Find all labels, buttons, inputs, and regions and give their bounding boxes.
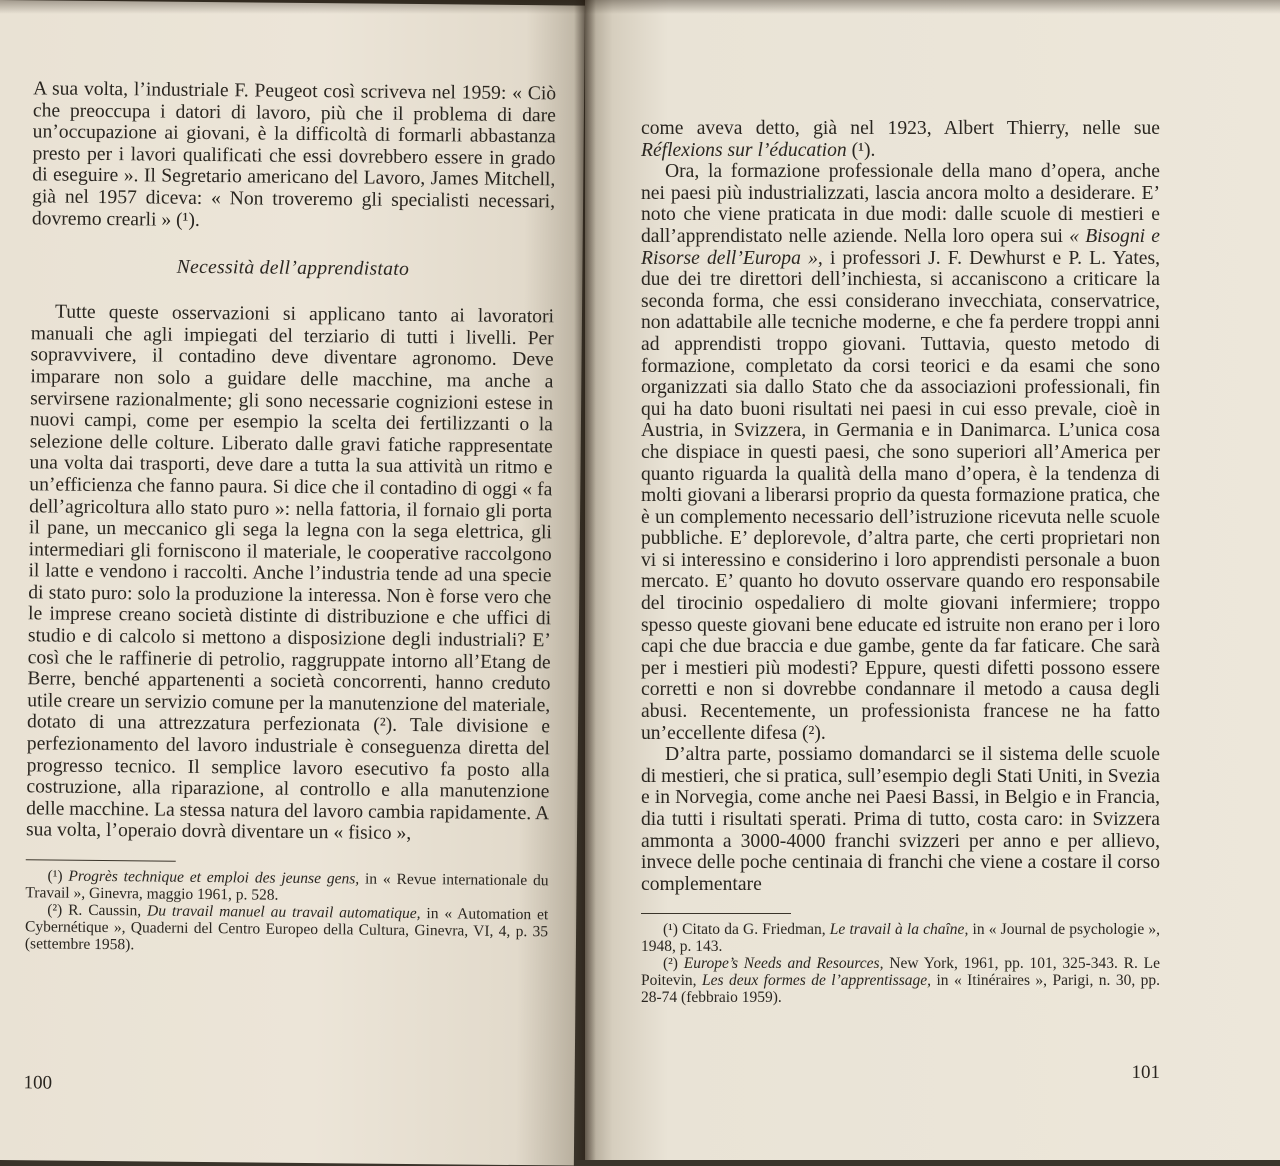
top-shadow [0, 0, 1280, 14]
footnote-2: (²) Europe’s Needs and Resources, New York, 1961, pp. 101, 325-343. R. Le Poitevin, Les deux formes de l’apprentissage, in « Itinéraires », Parigi, n. 30, pp. 28-74 (febbraio 1959). [641, 955, 1161, 1007]
main-paragraph: Tutte queste osservazioni si applicano tanto ai lavoratori manuali che agli impiegati del terziario di tutti i livelli. Per sopravvivere, il contadino deve diventare agronomo. Deve imparare non solo a guidare delle macchine, ma anche a servirsene razionalmente; gli sono necessarie cognizioni estese in nuovi campi, come per esempio la scelta dei fertilizzanti o la selezione delle colture. Liberato dalle gravi fatiche rappresentate una volta dai trasporti, deve dare a tutta la sua attività un ritmo e un’efficienza che fanno paura. Si dice che il contadino di oggi « fa dell’agricoltura allo stato puro »: nella fattoria, il fornaio gli porta il pane, un meccanico gli sega la legna con la sega elettrica, gli intermediari gli forniscono il materiale, le cooperative raccolgono il latte e vendono i raccolti. Anche l’industria tende ad una specie di stato puro: solo la produzione la interessa. Non è forse vero che le imprese creano società distinte di distribuzione e che uffici di studio e di calcolo si mettono a disposizione degli industriali? E’ così che le raffinerie di petrolio, raggruppate intorno all’Etang de Berre, benché appartenenti a società concorrenti, hanno creduto utile creare un servizio comune per la manutenzione del materiale, dotato di una attrezzatura perfezionata (²). Tale divisione e perfezionamento del lavoro industriale è conseguenza diretta del progresso tecnico. Il semplice lavoro esecutivo fa posto alla costruzione, alla riparazione, al controllo e alla manutenzione delle macchine. La stessa natura del lavoro cambia rapidamente. A sua volta, l’operaio dovrà diventare un « fisico », [25, 301, 555, 845]
footnote-2: (²) R. Caussin, Du travail manuel au travail automatique, in « Automation et Cybernétique », Quaderni del Centro Europeo della Cultura, Ginevra, VI, 4, p. 35 (settembre 1958). [24, 901, 549, 954]
page-number-right: 101 [1131, 1062, 1160, 1083]
continuation-paragraph: come aveva detto, già nel 1923, Albert Thierry, nelle sue Réflexions sur l’éducation (¹). [641, 118, 1160, 161]
schools-paragraph: D’altra parte, possiamo domandarci se il sistema delle scuole di mestieri, che si pratica, sull’esempio degli Stati Uniti, in Svezia e in Norvegia, come anche nei Paesi Bassi, in Belgio e in Francia, dia tutti i risultati sperati. Prima di tutto, costa caro: in Svizzera ammonta a 3000-4000 franchi svizzeri per anno e per allievo, invece delle poche centinaia di franchi che viene a costare il corso complementare [641, 744, 1160, 895]
right-page [585, 0, 1280, 1160]
book-gutter [574, 0, 596, 1160]
footnote-1: (¹) Progrès technique et emploi des jeunse gens, in « Revue internationale du Travail », Ginevra, maggio 1961, p. 528. [25, 867, 549, 904]
section-heading: Necessità dell’apprendistato [176, 256, 410, 281]
intro-paragraph: A sua volta, l’industriale F. Peugeot così scriveva nel 1959: « Ciò che preoccupa i datori di lavoro, più che il problema di dare un’occupazione ai giovani, è la difficoltà di formarli abbastanza presto per i lavori qualificati che essi dovrebbero essere in grado di eseguire ». Il Segretario americano del Lavoro, James Mitchell, già nel 1957 diceva: « Non troveremo gli specialisti necessari, dovremo crearli » (¹). [31, 78, 557, 231]
left-page [0, 0, 585, 1166]
right-footnotes [641, 913, 1160, 1006]
page-number-left: 100 [23, 1072, 53, 1094]
left-footnotes [25, 859, 549, 957]
footnote-1: (¹) Citato da G. Friedman, Le travail à la chaîne, in « Journal de psychologie », 1948, p. 143. [641, 921, 1161, 956]
formation-paragraph: Ora, la formazione professionale della mano d’opera, anche nei paesi più industrializzati, lascia ancora molto a desiderare. E’ noto che viene praticata in due modi: dalle scuole di mestieri e dall’apprendistato nelle aziende. Nella loro opera sui « Bisogni e Risorse dell’Europa », i professori J. F. Dewhurst e P. L. Yates, due dei tre direttori dell’inchiesta, si accaniscono a criticare la seconda forma, che essi considerano invecchiata, conservatrice, non adattabile alle tecniche moderne, e che fa perdere troppi anni ad apprendisti troppo giovani. Tuttavia, questo metodo di formazione, completato da corsi teorici e da esami che sono organizzati sia dallo Stato che da associazioni professionali, fin qui ha dato buoni risultati nei paesi in cui esso prevale, cioè in Austria, in Svizzera, in Germania e in Danimarca. L’unica cosa che dispiace in questi paesi, che sono superiori all’America per quanto riguarda la qualità della mano d’opera, è la tendenza di molti giovani a liberarsi proprio da questa formazione pratica, che è un complemento necessario dell’istruzione ricevuta nelle scuole pubbliche. E’ deplorevole, d’altra parte, che certi proprietari non vi si interessino e considerino i loro apprendisti personale a buon mercato. E’ quanto ho dovuto osservare quando ero responsabile del tirocinio ospedaliero di molte giovani infermiere; troppo spesso queste giovani bene educate ed istruite non erano per i loro capi che due braccia e due gambe, gente da far faticare. Che sarà per i mestieri più modesti? Eppure, questi difetti possono essere corretti e non si dovrebbe condannare il metodo a causa degli abusi. Recentemente, un professionista francese ne ha fatto un’eccellente difesa (²). [641, 161, 1160, 744]
